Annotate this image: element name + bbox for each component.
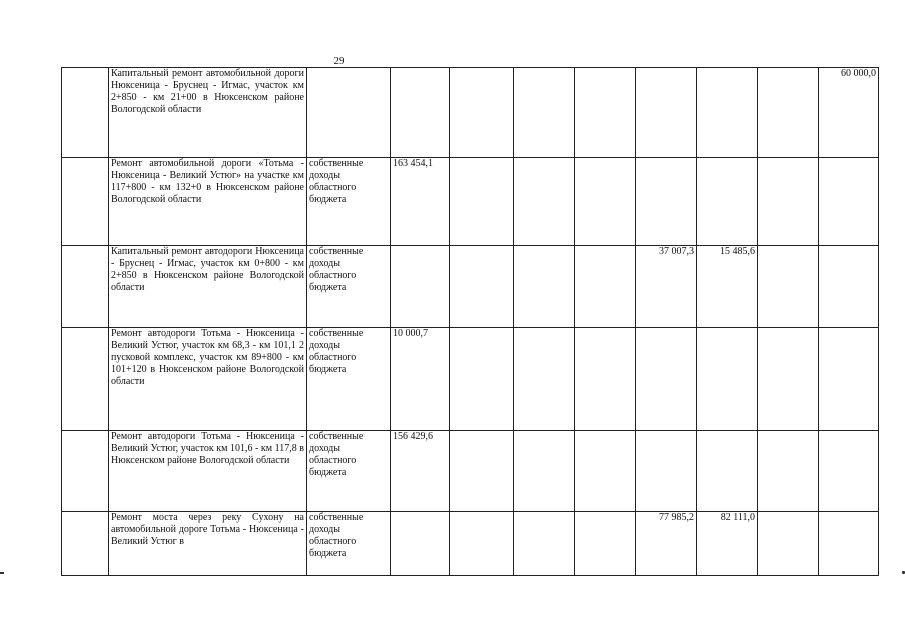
table-row	[62, 328, 879, 431]
amount-cell	[514, 328, 575, 431]
object-name-cell: Капитальный ремонт автомобильной дороги Нюксеница - Бруснец - Игмас, участок км 2+850 - км 21+00 в Нюксенском районе Вологодской области	[109, 68, 307, 158]
amount-cell	[514, 246, 575, 328]
funding-source-cell: собственные доходы областного бюджета	[307, 246, 391, 328]
amount-cell	[450, 158, 514, 246]
index-cell	[62, 246, 109, 328]
table-row	[62, 68, 879, 158]
object-name-cell: Ремонт моста через реку Сухону на автомобильной дороге Тотьма - Нюксеница - Великий Устюг в	[109, 512, 307, 576]
amount-cell	[391, 246, 450, 328]
table-row	[62, 431, 879, 512]
amount-cell	[819, 328, 879, 431]
amount-cell	[514, 431, 575, 512]
amount-cell	[450, 431, 514, 512]
amount-cell	[758, 246, 819, 328]
amount-cell	[819, 246, 879, 328]
amount-cell	[450, 68, 514, 158]
amount-cell	[697, 158, 758, 246]
amount-cell	[575, 328, 636, 431]
object-name-cell: Ремонт автомобильной дороги «Тотьма - Нюксеница - Великий Устюг» на участке км 117+800 - км 132+0 в Нюксенском районе Вологодской области	[109, 158, 307, 246]
amount-cell	[450, 246, 514, 328]
index-cell	[62, 68, 109, 158]
amount-cell	[819, 158, 879, 246]
amount-cell	[514, 512, 575, 576]
amount-cell	[450, 512, 514, 576]
funding-source-cell	[307, 68, 391, 158]
amount-cell: 37 007,3	[636, 246, 697, 328]
amount-cell	[514, 158, 575, 246]
amount-cell	[514, 68, 575, 158]
amount-cell	[575, 246, 636, 328]
index-cell	[62, 158, 109, 246]
object-name-cell: Ремонт автодороги Тотьма - Нюксеница - Великий Устюг, участок км 68,3 - км 101,1 2 пусковой комплекс, участок км 89+800 - км 101+120 в Нюксенском районе Вологодской области	[109, 328, 307, 431]
amount-cell	[819, 431, 879, 512]
amount-cell	[758, 68, 819, 158]
amount-cell: 82 111,0	[697, 512, 758, 576]
amount-cell	[391, 512, 450, 576]
budget-table	[61, 67, 879, 576]
table-row	[62, 158, 879, 246]
scan-edge-mark	[0, 572, 4, 574]
amount-cell	[636, 68, 697, 158]
table-row	[62, 512, 879, 576]
table-row	[62, 246, 879, 328]
amount-cell	[575, 512, 636, 576]
amount-cell: 10 000,7	[391, 328, 450, 431]
index-cell	[62, 328, 109, 431]
amount-cell	[391, 68, 450, 158]
object-name-cell: Ремонт автодороги Тотьма - Нюксеница - Великий Устюг, участок км 101,6 - км 117,8 в Нюксенском районе Вологодской области	[109, 431, 307, 512]
funding-source-cell: собственные доходы областного бюджета	[307, 328, 391, 431]
amount-cell: 77 985,2	[636, 512, 697, 576]
index-cell	[62, 512, 109, 576]
object-name-cell: Капитальный ремонт автодороги Нюксеница - Бруснец - Игмас, участок км 0+800 - км 2+850 в Нюксенском районе Вологодской области	[109, 246, 307, 328]
amount-cell	[819, 512, 879, 576]
amount-cell	[697, 68, 758, 158]
amount-cell	[636, 431, 697, 512]
amount-cell	[758, 512, 819, 576]
amount-cell	[450, 328, 514, 431]
amount-cell	[758, 158, 819, 246]
amount-cell	[636, 158, 697, 246]
amount-cell: 163 454,1	[391, 158, 450, 246]
amount-cell	[697, 328, 758, 431]
amount-cell: 156 429,6	[391, 431, 450, 512]
amount-cell	[636, 328, 697, 431]
amount-cell	[575, 68, 636, 158]
amount-cell: 60 000,0	[819, 68, 879, 158]
amount-cell	[758, 431, 819, 512]
page-number: 29	[333, 55, 345, 67]
amount-cell: 15 485,6	[697, 246, 758, 328]
funding-source-cell: собственные доходы областного бюджета	[307, 158, 391, 246]
index-cell	[62, 431, 109, 512]
amount-cell	[697, 431, 758, 512]
amount-cell	[575, 431, 636, 512]
funding-source-cell: собственные доходы областного бюджета	[307, 512, 391, 576]
amount-cell	[575, 158, 636, 246]
amount-cell	[758, 328, 819, 431]
funding-source-cell: собственные доходы областного бюджета	[307, 431, 391, 512]
